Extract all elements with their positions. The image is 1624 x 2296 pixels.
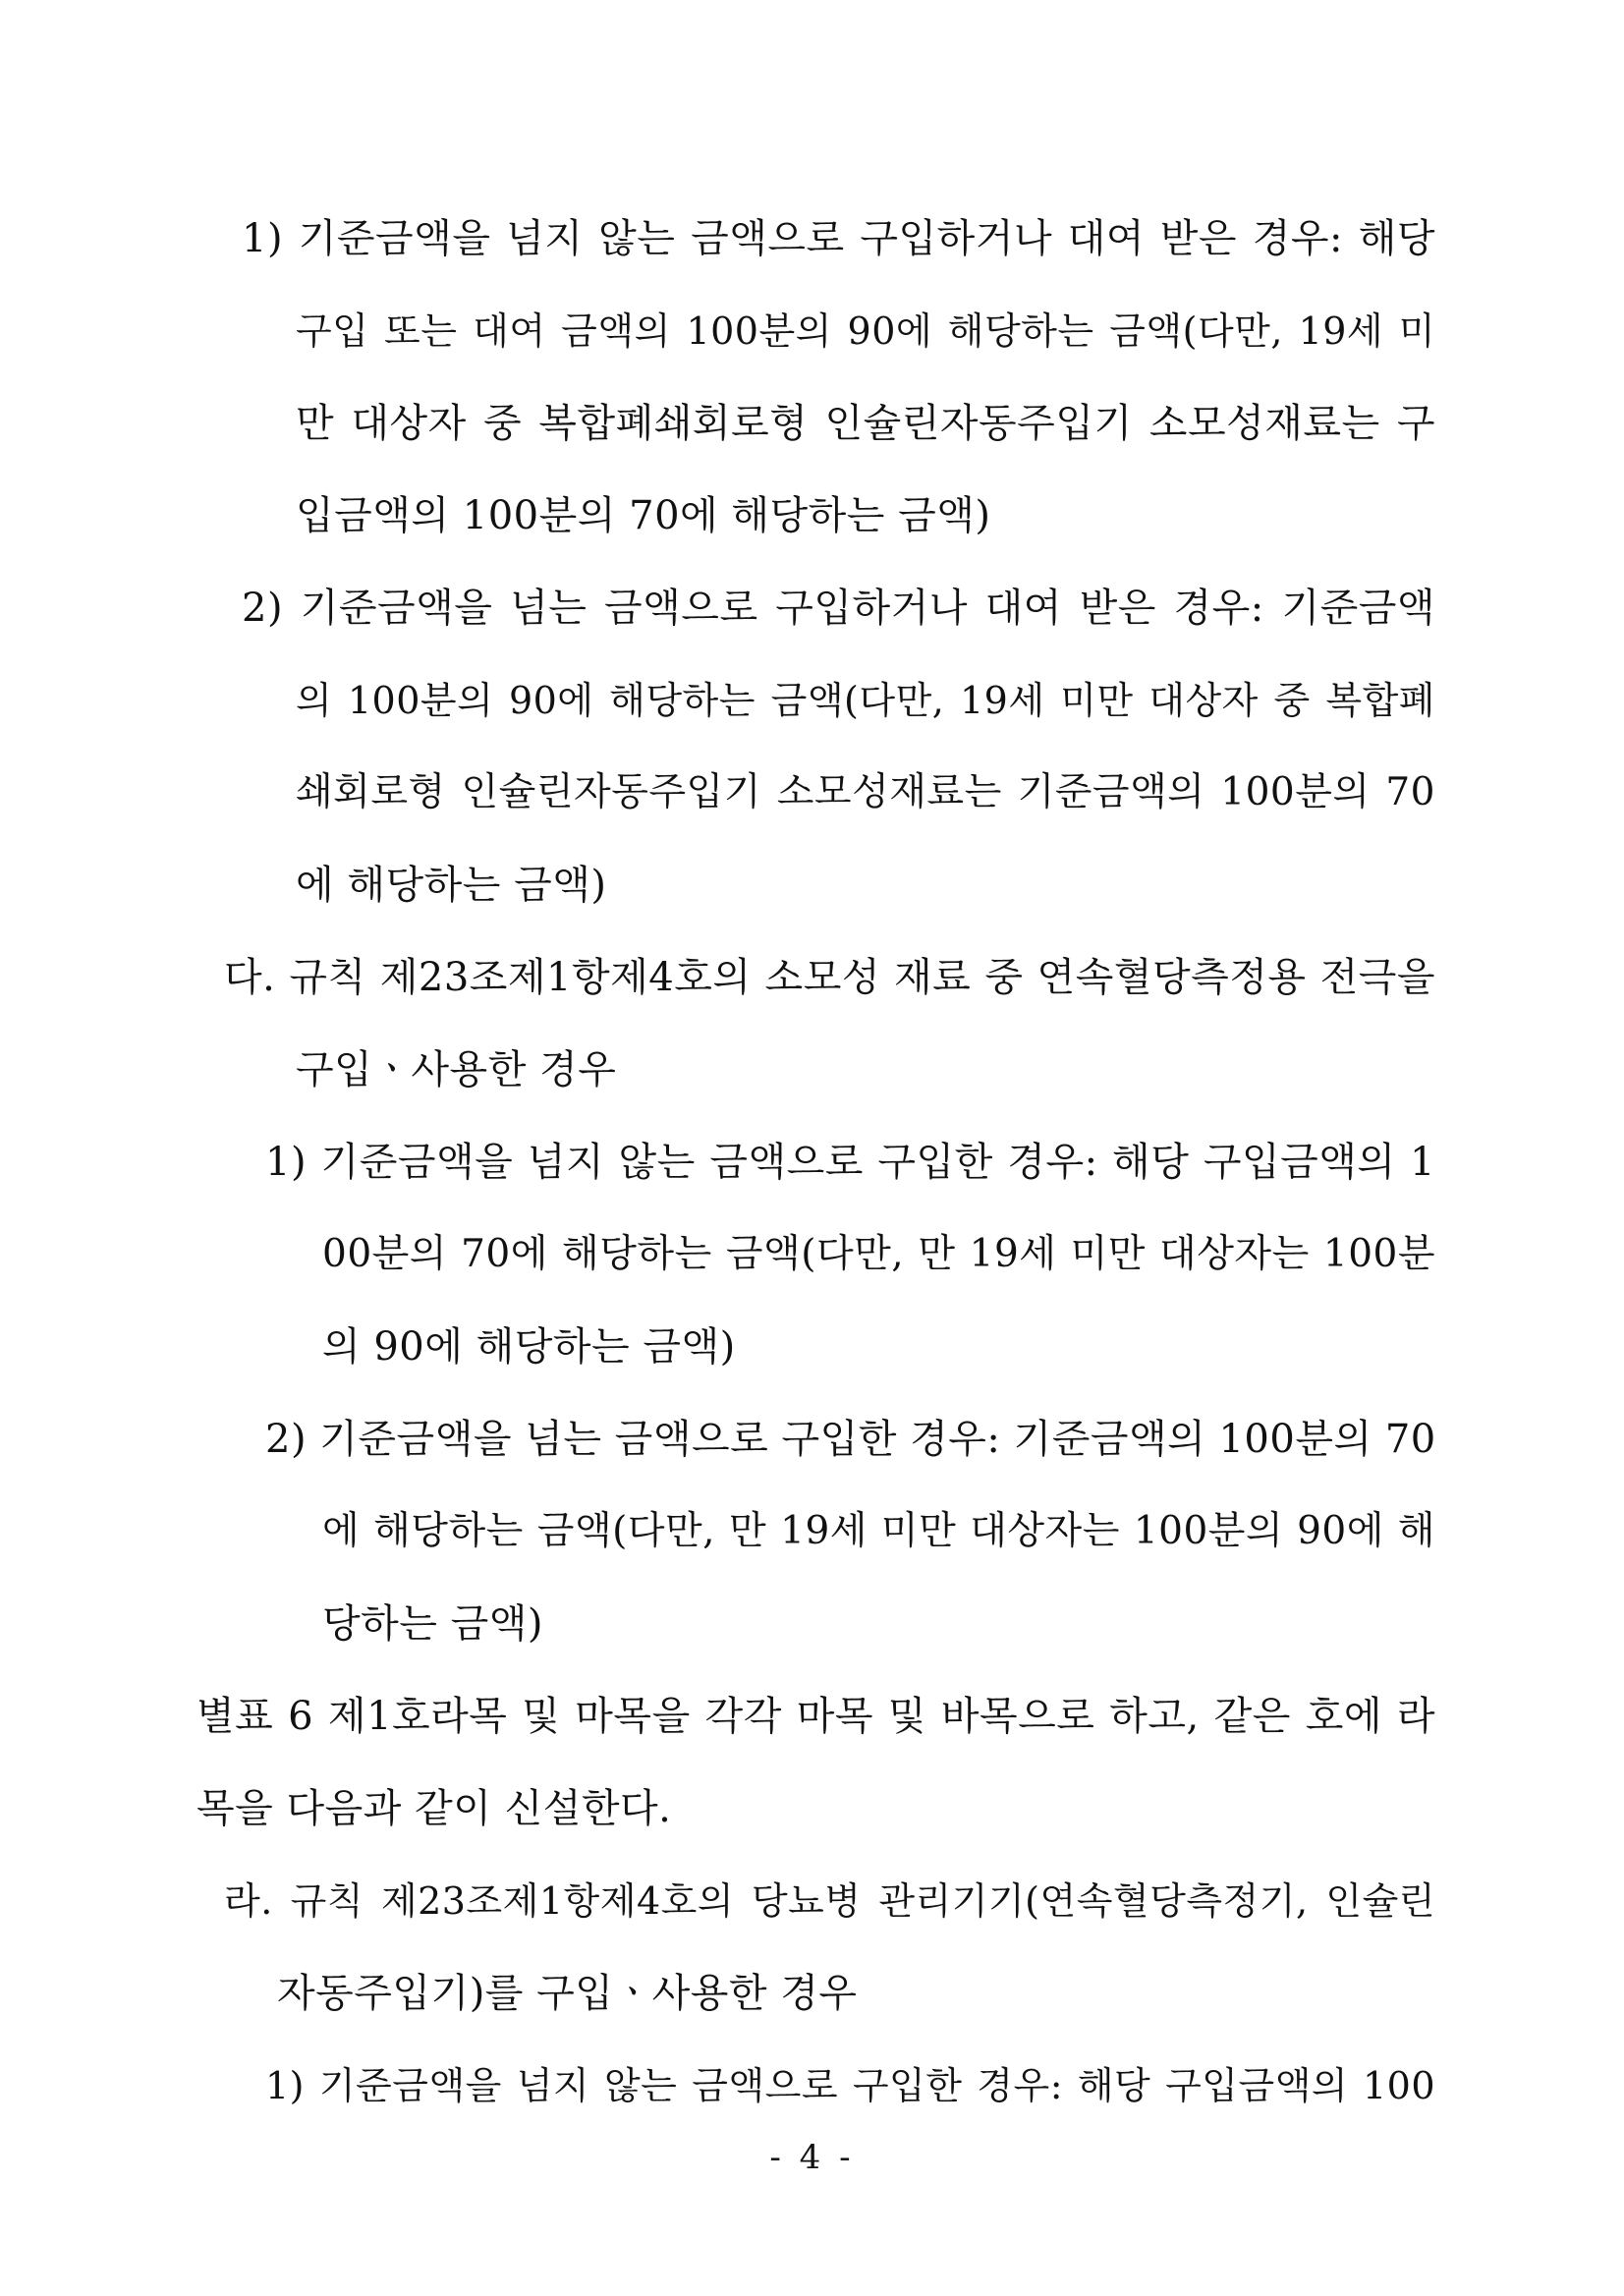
- text-line: 의 90에 해당하는 금액): [322, 1324, 736, 1370]
- text-line: 2) 기준금액을 넘는 금액으로 구입하거나 대여 받은 경우: 기준금액: [242, 586, 1435, 631]
- text-line: 2) 기준금액을 넘는 금액으로 구입한 경우: 기준금액의 100분의 70: [265, 1417, 1436, 1462]
- text-line: 당하는 금액): [322, 1601, 544, 1647]
- text-line: 쇄회로형 인슐린자동주입기 소모성재료는 기준금액의 100분의 70: [296, 770, 1435, 814]
- text-line: 별표 6 제1호라목 및 마목을 각각 마목 및 바목으로 하고, 같은 호에 라: [196, 1694, 1435, 1739]
- text-line: 에 해당하는 금액): [296, 863, 607, 908]
- text-line: 구입ㆍ사용한 경우: [296, 1047, 617, 1092]
- text-line: 라. 규칙 제23조제1항제4호의 당뇨병 관리기기(연속혈당측정기, 인슐린: [224, 1879, 1435, 1923]
- text-line: 구입 또는 대여 금액의 100분의 90에 해당하는 금액(다만, 19세 미: [296, 309, 1435, 353]
- text-line: 다. 규칙 제23조제1항제4호의 소모성 재료 중 연속혈당측정용 전극을: [224, 955, 1435, 1000]
- text-line: 자동주입기)를 구입ㆍ사용한 경우: [277, 1971, 858, 2016]
- text-line: 에 해당하는 금액(다만, 만 19세 미만 대상자는 100분의 90에 해: [322, 1509, 1435, 1553]
- text-line: 1) 기준금액을 넘지 않는 금액으로 구입한 경우: 해당 구입금액의 100: [265, 2064, 1435, 2107]
- text-line: 의 100분의 90에 해당하는 금액(다만, 19세 미만 대상자 중 복합폐: [296, 679, 1435, 722]
- text-line: 1) 기준금액을 넘지 않는 금액으로 구입한 경우: 해당 구입금액의 1: [265, 1140, 1435, 1185]
- text-line: 입금액의 100분의 70에 해당하는 금액): [296, 493, 991, 538]
- text-line: 00분의 70에 해당하는 금액(다만, 만 19세 미만 대상자는 100분: [322, 1232, 1435, 1276]
- page-number: - 4 -: [769, 2138, 855, 2177]
- text-line: 만 대상자 중 복합폐쇄회로형 인슐린자동주입기 소모성재료는 구: [296, 401, 1435, 446]
- text-line: 목을 다음과 같이 신설한다.: [196, 1786, 672, 1831]
- text-line: 1) 기준금액을 넘지 않는 금액으로 구입하거나 대여 받은 경우: 해당: [242, 216, 1435, 261]
